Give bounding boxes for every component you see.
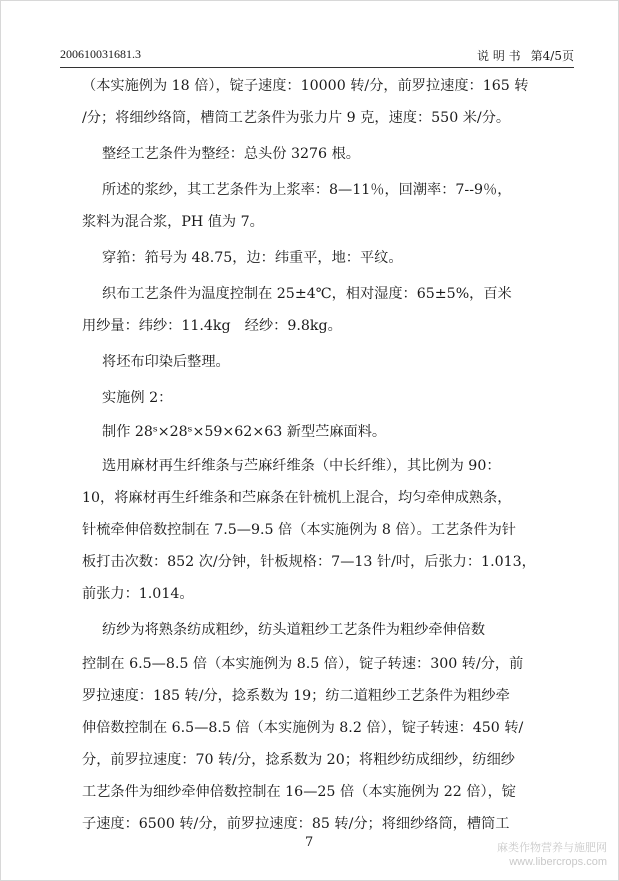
text-line: 织布工艺条件为温度控制在 25±4℃，相对湿度：65±5%，百米 (102, 286, 512, 302)
patent-number: 200610031681.3 (60, 47, 141, 61)
text-line: 选用麻材再生纤维条与苎麻纤维条（中长纤维），其比例为 90： (102, 458, 501, 474)
text-line: 针梳牵伸倍数控制在 7.5—9.5 倍（本实施例为 8 倍）。工艺条件为针 (82, 522, 516, 538)
page-number: 7 (305, 835, 314, 850)
page-indicator: 第4/5页 (530, 49, 574, 63)
text-line: 整经工艺条件为整经：总头份 3276 根。 (102, 146, 360, 162)
text-line: 板打击次数：852 次/分钟，针板规格：7—13 针/吋，后张力：1.013， (82, 554, 536, 570)
header-rule (60, 67, 574, 68)
text-line: 将坯布印染后整理。 (102, 354, 230, 370)
text-line: 控制在 6.5—8.5 倍（本实施例为 8.5 倍），锭子转速：300 转/分，前 (82, 656, 524, 672)
text-line: 工艺条件为细纱牵伸倍数控制在 16—25 倍（本实施例为 22 倍），锭 (82, 784, 516, 800)
text-line: 所述的浆纱，其工艺条件为上浆率：8—11％，回潮率：7--9％， (102, 182, 512, 198)
document-type: 说 明 书 (477, 49, 521, 63)
text-line: 分，前罗拉速度：70 转/分，捻系数为 20；将粗纱纺成细纱，纺细纱 (82, 752, 515, 768)
text-line: 前张力：1.014。 (82, 586, 194, 602)
text-line: 10，将麻材再生纤维条和苎麻条在针梳机上混合，均匀牵伸成熟条， (82, 490, 512, 506)
text-line: 伸倍数控制在 6.5—8.5 倍（本实施例为 8.2 倍），锭子转速：450 转/ (82, 720, 524, 736)
text-line: 子速度：6500 转/分，前罗拉速度：85 转/分；将细纱络筒，槽筒工 (82, 816, 510, 832)
text-line: 纺纱为将熟条纺成粗纱，纺头道粗纱工艺条件为粗纱牵伸倍数 (102, 622, 486, 638)
text-line: 用纱量：纬纱：11.4kg 经纱：9.8kg。 (82, 318, 342, 334)
text-line: 制作 28ˢ×28ˢ×59×62×63 新型苎麻面料。 (102, 424, 387, 440)
site-watermark (497, 841, 607, 869)
text-line: 罗拉速度：185 转/分，捻系数为 19；纺二道粗纱工艺条件为粗纱牵 (82, 688, 510, 704)
header-right (477, 47, 574, 64)
text-line: （本实施例为 18 倍），锭子速度：10000 转/分，前罗拉速度：165 转 (82, 78, 529, 94)
watermark-name: 麻类作物营养与施肥网 (497, 841, 607, 854)
text-line: 浆料为混合浆，PH 值为 7。 (82, 214, 264, 230)
text-line: /分；将细纱络筒，槽筒工艺条件为张力片 9 克，速度：550 米/分。 (82, 110, 511, 126)
page-header (60, 47, 574, 65)
text-line: 穿筘：筘号为 48.75，边：纬重平，地：平纹。 (102, 250, 403, 266)
section-heading: 实施例 2： (102, 390, 173, 406)
watermark-url: www.libercrops.com (509, 856, 607, 868)
